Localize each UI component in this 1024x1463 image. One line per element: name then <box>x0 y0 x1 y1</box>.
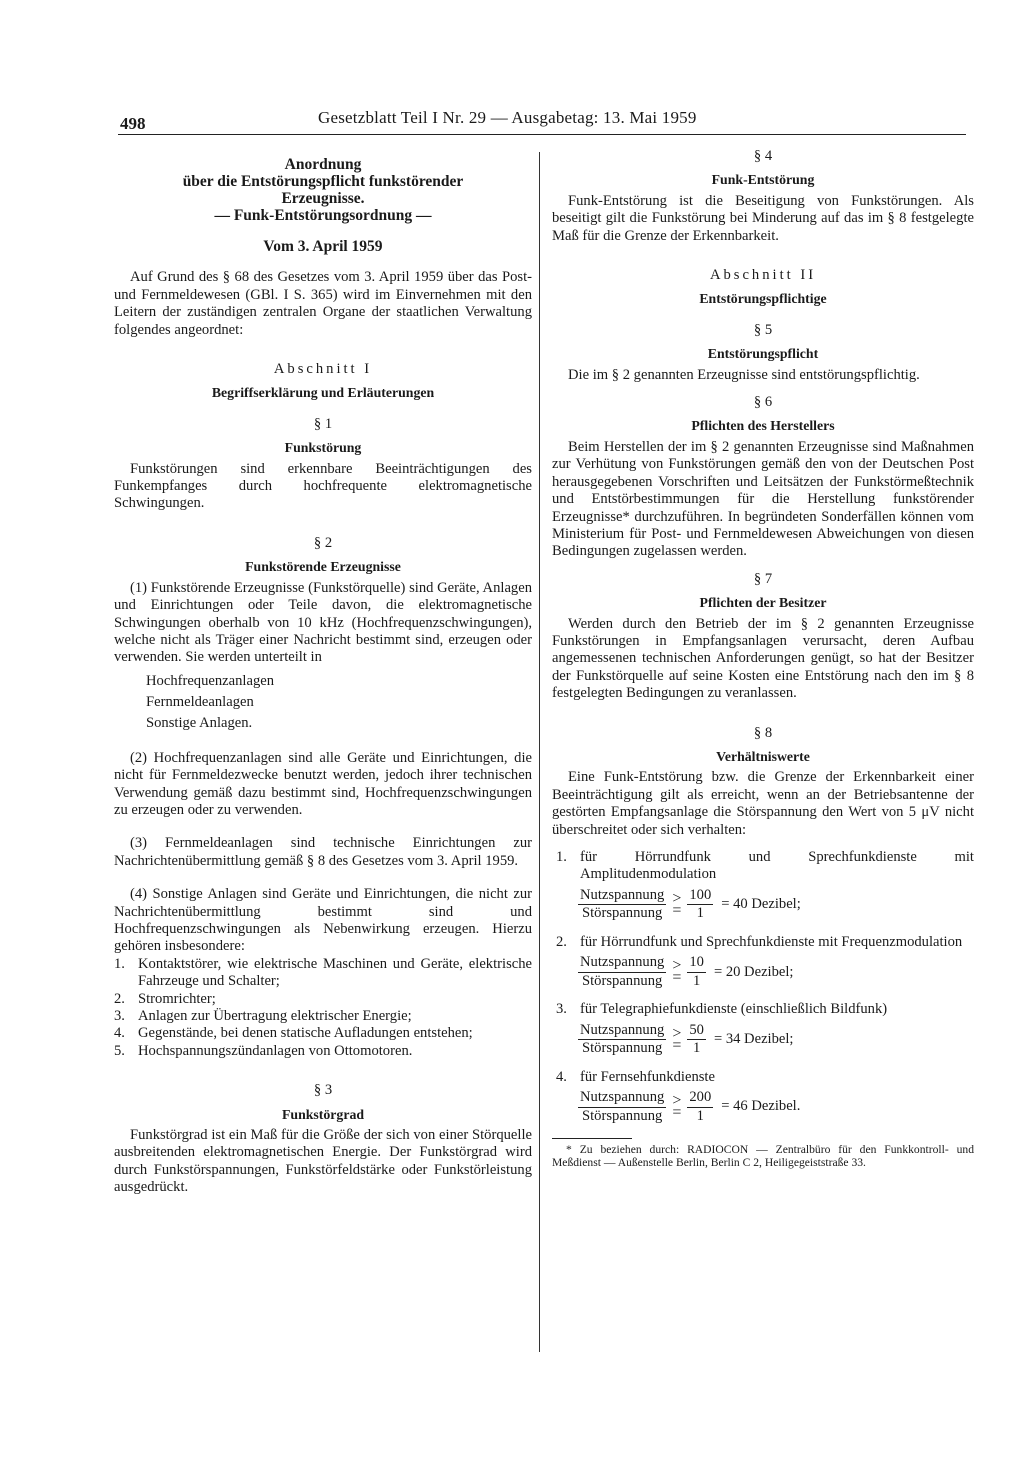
section-1-sign: § 1 <box>313 415 333 432</box>
running-head: Gesetzblatt Teil I Nr. 29 — Ausgabetag: 13. Mai 1959 <box>318 108 697 127</box>
section-4-sign: § 4 <box>753 148 773 164</box>
section-8-text: Eine Funk-Entstörung bzw. die Grenze der Erkennbarkeit einer Beeinträchtigung gilt als erreicht, wenn an der Betriebsantenne der gestörten Empfangsanlage die Störspannung den Wert von 5 μV nicht überschreitet oder sich verhalten: <box>552 769 974 838</box>
condition-4: 4. für Fernsehfunkdienste $\frac{\text{Nutzspannung}}{\text{Störspannung}}$ > = $\frac{200}{1}$ = 46 Dezibel. <box>552 1069 974 1126</box>
section-7-heading: Pflichten der Besitzer <box>699 595 827 611</box>
title-line-1: Anordnung <box>284 156 362 173</box>
section-3-text: Funkstörgrad ist ein Maß für die Größe der sich von einer Störquelle ausbreitenden elektromagnetischen Energie. Der Funkstörgrad wird durch Funkstörspannungen, Funkstörfeldstärke oder Funkstörleistung ausgedrückt. <box>114 1127 532 1196</box>
condition-3: 3. für Telegraphiefunkdienste (einschließlich Bildfunk) $\frac{\text{Nutzspannung}}{\text{Störspannung}}$ > = $\frac{50}{1}$ = 34 Dezibel; <box>552 1001 974 1058</box>
abschnitt-1-label: Abschnitt I <box>273 361 373 378</box>
section-2-sign: § 2 <box>313 534 333 551</box>
condition-1: 1. für Hörrundfunk und Sprechfunkdienste mit Amplitudenmodulation $\frac{\text{Nutzspannung}}{\text{Störspannung}}$ > = $\frac{100}{1}$ = 40 Dezibel; <box>552 849 974 924</box>
section-2-abs-4: (4) Sonstige Anlagen sind Geräte und Einrichtungen, die nicht zur Nachrichtenübermittlung bestimmt sind und Hochfrequenzschwingungen als Nebenwirkung erzeugen. Hierzu gehören insbesondere: <box>114 886 532 955</box>
section-2-abs-1: (1) Funkstörende Erzeugnisse (Funkstörquelle) sind Geräte, Anlagen und Einrichtungen oder Teile davon, die elektromagnetische Schwingungen oberhalb von 10 kHz (Hochfrequenzschwingungen), welche nicht als Träger einer Nachricht bestimmt sind, erzeugen oder verwenden. Sie werden unterteilt in <box>114 579 532 666</box>
section-5-sign: § 5 <box>753 321 773 338</box>
section-2-abs-2: (2) Hochfrequenzanlagen sind alle Geräte und Einrichtungen, die nicht für Fernmeldezwecke benutzt werden, jedoch ihrer technischen Verwendung gemäß dazu bestimmt sind, Hochfrequenzschwingungen zu erzeugen oder zu verwenden. <box>114 749 532 818</box>
footnote: * Zu beziehen durch: RADIOCON — Zentralbüro für den Funkkontroll- und Meßdienst — Außenstelle Berlin, Berlin C 2, Heiligegeiststraße 33. <box>552 1143 974 1170</box>
section-2-heading: Funkstörende Erzeugnisse <box>245 559 401 575</box>
section-3-sign: § 3 <box>313 1082 333 1099</box>
section-2-abs-3: (3) Fernmeldeanlagen sind technische Einrichtungen zur Nachrichtenübermittlung gemäß § 8 des Gesetzes vom 3. April 1959. <box>114 835 532 869</box>
list-item: 4. Gegenstände, bei denen statische Aufladungen entstehen; <box>114 1025 473 1042</box>
section-6-heading: Pflichten des Herstellers <box>691 418 835 434</box>
ratio-formula: $\frac{\text{Nutzspannung}}{\text{Störspannung}}$ > = $\frac{200}{1}$ = 46 Dezibel. <box>580 1089 801 1124</box>
section-3-heading: Funkstörgrad <box>281 1106 365 1122</box>
abschnitt-1-heading: Begriffserklärung und Erläuterungen <box>211 385 435 401</box>
column-rule <box>539 152 540 1352</box>
title-line-3: Erzeugnisse. <box>281 190 365 207</box>
section-7-sign: § 7 <box>753 570 773 587</box>
section-5-heading: Entstörungspflicht <box>707 346 819 362</box>
condition-2: 2. für Hörrundfunk und Sprechfunkdienste mit Frequenzmodulation $\frac{\text{Nutzspannung}}{\text{Störspannung}}$ > = $\frac{10}{1}$ = 20 Dezibel; <box>552 934 974 991</box>
decree-date: Vom 3. April 1959 <box>263 238 383 255</box>
section-7-text: Werden durch den Betrieb der im § 2 genannten Erzeugnisse Funkstörungen in Empfangsanlagen verursacht, deren Aufbau angemessenen technischen Anforderungen genügt, so hat der Besitzer der Funkstörquelle auf seine Kosten eine Entstörung nach den im § 8 festgelegten Bedingungen zu veranlassen. <box>552 615 974 702</box>
section-8-heading: Verhältniswerte <box>716 748 810 764</box>
preamble: Auf Grund des § 68 des Gesetzes vom 3. April 1959 über das Post- und Fernmeldewesen (GBl. I S. 365) wird im Einvernehmen mit den Leitern der zuständigen zentralen Organe der staatlichen Verwaltung folgendes angeordnet: <box>114 269 532 338</box>
section-5-text: Die im § 2 genannten Erzeugnisse sind entstörungspflichtig. <box>568 366 920 383</box>
list-item: 5. Hochspannungszündanlagen von Ottomotoren. <box>114 1042 413 1059</box>
left-column <box>114 156 532 1197</box>
title-line-2: über die Entstörungspflicht funkstörender <box>182 173 464 190</box>
list-item: 1. Kontaktstörer, wie elektrische Maschinen und Geräte, elektrische Fahrzeuge und Schalter; <box>114 955 532 990</box>
category-item: Sonstige Anlagen. <box>146 714 253 731</box>
section-6-sign: § 6 <box>753 394 773 411</box>
list-item: 3. Anlagen zur Übertragung elektrischer Energie; <box>114 1008 412 1024</box>
section-8-sign: § 8 <box>753 724 773 741</box>
section-1-heading: Funkstörung <box>284 440 362 456</box>
ratio-formula: $\frac{\text{Nutzspannung}}{\text{Störspannung}}$ > = $\frac{50}{1}$ = 34 Dezibel; <box>580 1021 794 1057</box>
section-4-heading: Funk-Entstörung <box>711 172 815 188</box>
section-4-text: Funk-Entstörung ist die Beseitigung von Funkstörungen. Als beseitigt gilt die Funkstörung bei Minderung auf das im § 8 festgelegte Maß für die Grenze der Erkennbarkeit. <box>552 192 974 244</box>
ratio-formula: $\frac{\text{Nutzspannung}}{\text{Störspannung}}$ > = $\frac{100}{1}$ = 40 Dezibel; <box>580 886 801 922</box>
right-column <box>552 148 974 1169</box>
category-list <box>146 671 532 734</box>
header-rule <box>118 134 966 135</box>
category-item: Fernmeldeanlagen <box>146 693 254 710</box>
section-6-text: Beim Herstellen der im § 2 genannten Erzeugnisse sind Maßnahmen zur Verhütung von Funkstörungen gemäß den von der Deutschen Post herausgegebenen Vorschriften und Leitsätzen der Funkstörmeßtechnik und Entstörbestimmungen für die Herstellung funkstörender Erzeugnisse* durchzuführen. In begründeten Sonderfällen können vom Ministerium für Post- und Fernmeldewesen Abweichungen von diesen Bedingungen zugelassen werden. <box>552 438 974 560</box>
section-1-text: Funkstörungen sind erkennbare Beeinträchtigungen des Funkempfanges durch hochfrequente elektromagnetische Schwingungen. <box>114 460 532 512</box>
title-line-4: — Funk-Entstörungsordnung — <box>214 207 432 224</box>
ratio-formula: $\frac{\text{Nutzspannung}}{\text{Störspannung}}$ > = $\frac{10}{1}$ = 20 Dezibel; <box>580 954 794 989</box>
abschnitt-2-heading: Entstörungspflichtige <box>699 291 827 307</box>
page-number: 498 <box>120 114 146 133</box>
examples-list <box>114 956 532 1060</box>
footnote-rule <box>552 1138 632 1139</box>
list-item: 2. Stromrichter; <box>114 990 216 1007</box>
abschnitt-2-label: Abschnitt II <box>709 267 817 284</box>
category-item: Hochfrequenzanlagen <box>146 672 275 689</box>
